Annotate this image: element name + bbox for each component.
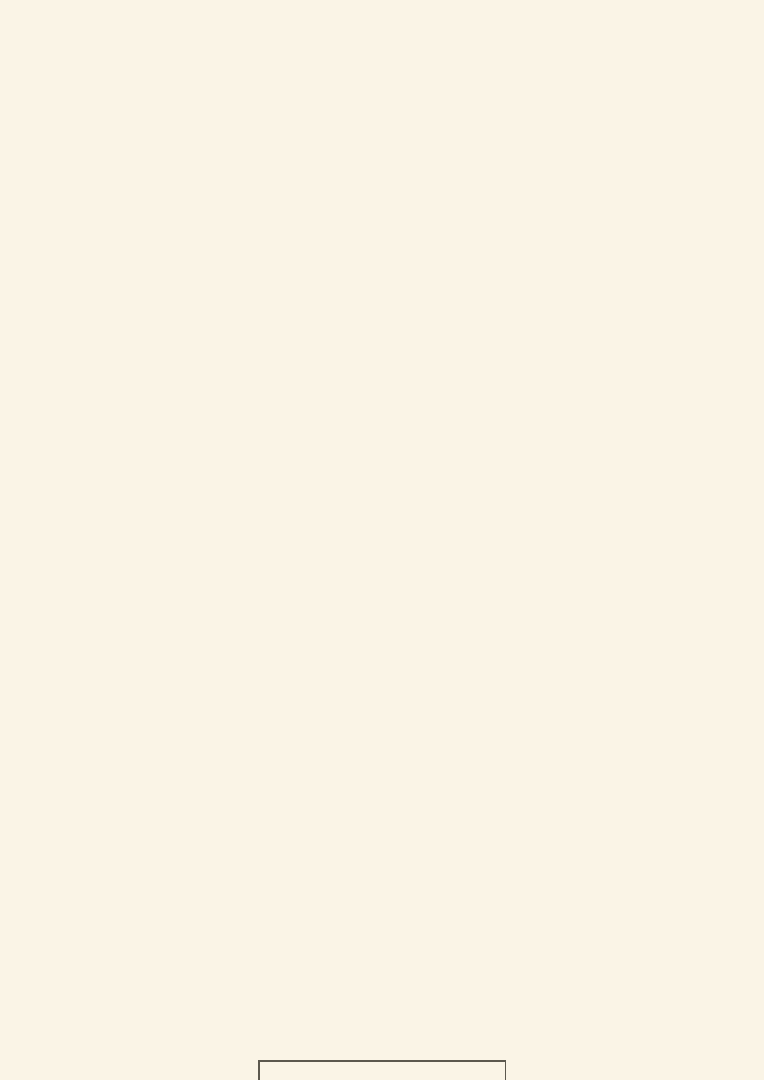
continuation-divider — [258, 1060, 506, 1062]
continuation-divider-tick — [258, 1060, 260, 1080]
continuation-divider-tick — [505, 1060, 507, 1080]
